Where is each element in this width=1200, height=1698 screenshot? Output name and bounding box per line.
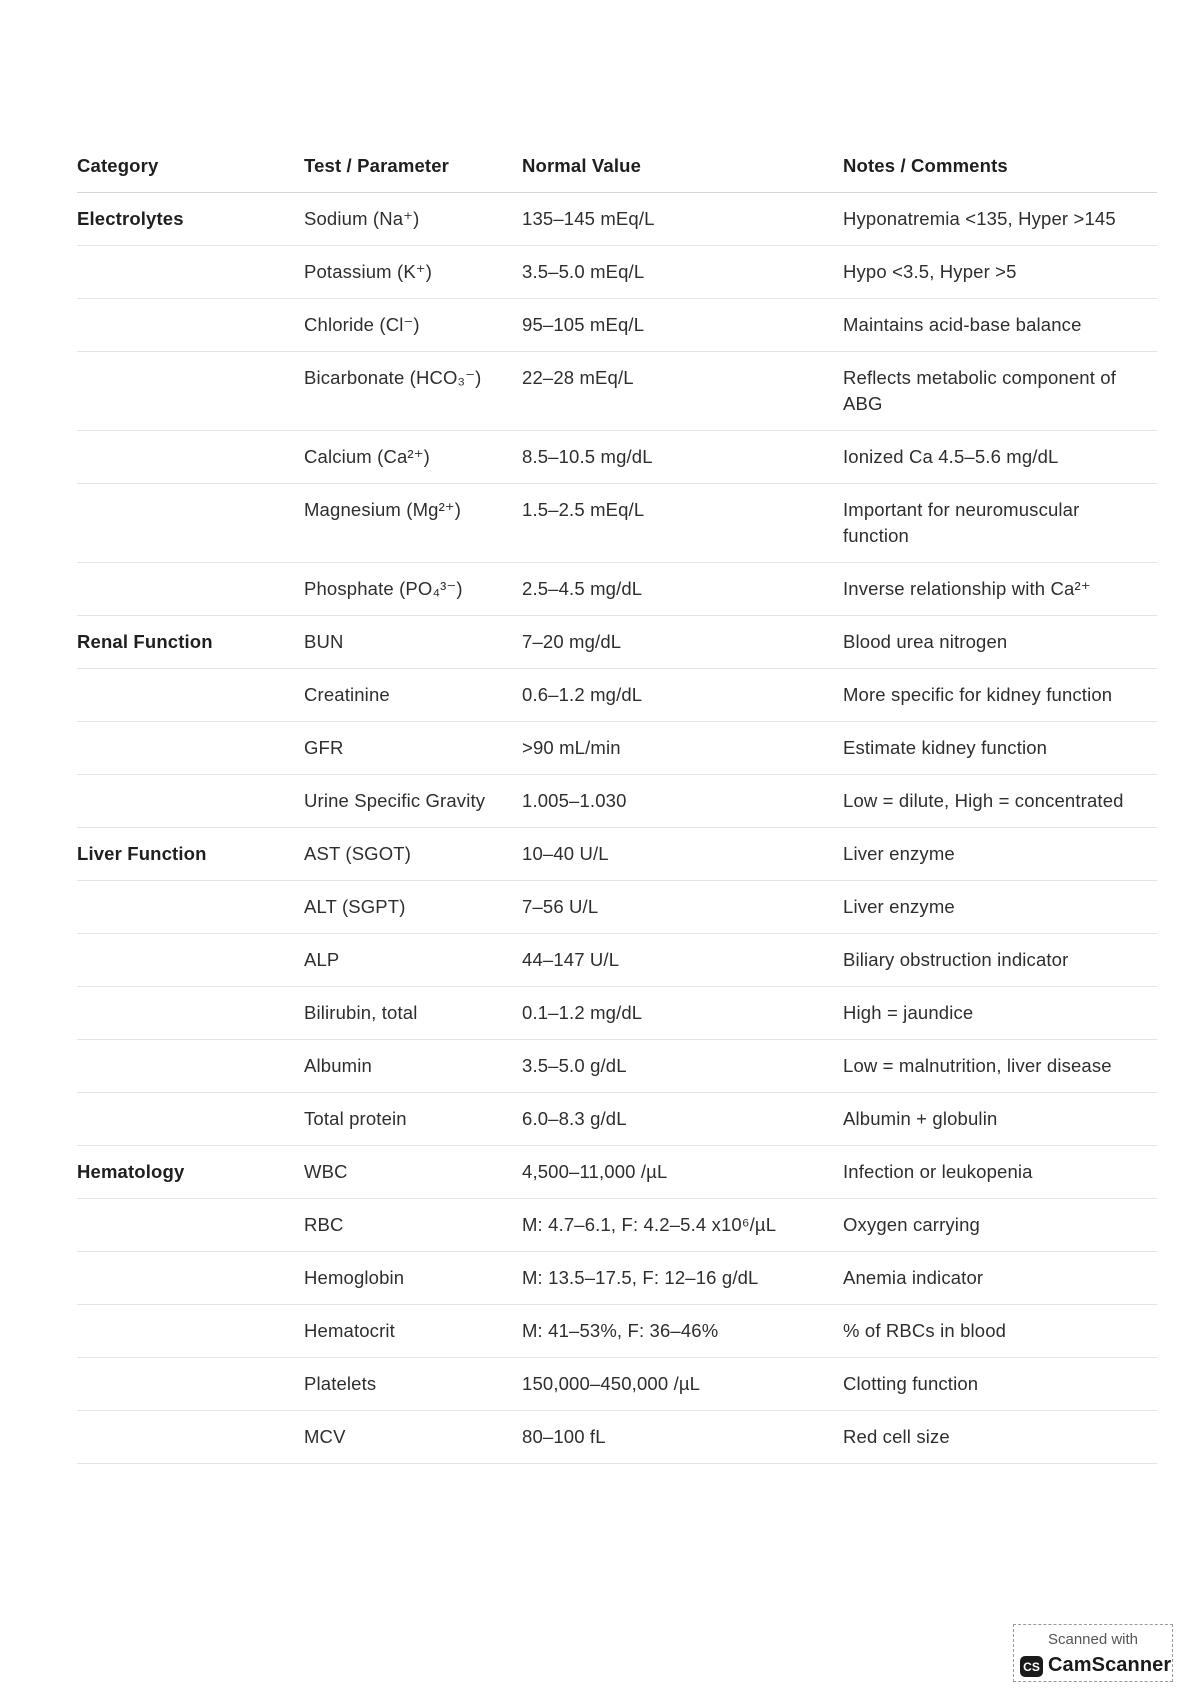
normal-value-cell: 22–28 mEq/L bbox=[522, 352, 843, 431]
notes-cell: Liver enzyme bbox=[843, 828, 1157, 881]
table-row bbox=[77, 1411, 1157, 1464]
table-row bbox=[77, 881, 1157, 934]
header-row bbox=[77, 140, 1157, 193]
notes-cell: Infection or leukopenia bbox=[843, 1146, 1157, 1199]
notes-cell: Albumin + globulin bbox=[843, 1093, 1157, 1146]
lab-values-document bbox=[77, 140, 1157, 1464]
normal-value-cell: 10–40 U/L bbox=[522, 828, 843, 881]
table-row bbox=[77, 616, 1157, 669]
category-cell bbox=[77, 1093, 304, 1146]
notes-cell: Ionized Ca 4.5–5.6 mg/dL bbox=[843, 431, 1157, 484]
category-cell bbox=[77, 987, 304, 1040]
notes-cell: Inverse relationship with Ca²⁺ bbox=[843, 563, 1157, 616]
category-cell bbox=[77, 1358, 304, 1411]
category-cell bbox=[77, 563, 304, 616]
category-cell bbox=[77, 775, 304, 828]
category-cell bbox=[77, 934, 304, 987]
category-cell: Hematology bbox=[77, 1146, 304, 1199]
notes-cell: Blood urea nitrogen bbox=[843, 616, 1157, 669]
normal-value-cell: 150,000–450,000 /µL bbox=[522, 1358, 843, 1411]
test-cell: GFR bbox=[304, 722, 522, 775]
test-cell: Sodium (Na⁺) bbox=[304, 193, 522, 246]
camscanner-logo-icon bbox=[1020, 1656, 1043, 1677]
table-row bbox=[77, 1305, 1157, 1358]
category-cell bbox=[77, 669, 304, 722]
test-cell: WBC bbox=[304, 1146, 522, 1199]
table-row bbox=[77, 1093, 1157, 1146]
normal-value-cell: 6.0–8.3 g/dL bbox=[522, 1093, 843, 1146]
test-cell: Hematocrit bbox=[304, 1305, 522, 1358]
category-cell bbox=[77, 246, 304, 299]
test-cell: Platelets bbox=[304, 1358, 522, 1411]
watermark-caption: Scanned with bbox=[1047, 1631, 1139, 1648]
test-cell: Magnesium (Mg²⁺) bbox=[304, 484, 522, 563]
category-cell bbox=[77, 1411, 304, 1464]
table-row bbox=[77, 1199, 1157, 1252]
notes-cell: % of RBCs in blood bbox=[843, 1305, 1157, 1358]
table-row bbox=[77, 246, 1157, 299]
table-row bbox=[77, 775, 1157, 828]
normal-value-cell: 44–147 U/L bbox=[522, 934, 843, 987]
category-cell: Liver Function bbox=[77, 828, 304, 881]
camscanner-watermark bbox=[1013, 1624, 1173, 1682]
table-row bbox=[77, 722, 1157, 775]
table-row bbox=[77, 828, 1157, 881]
test-cell: Potassium (K⁺) bbox=[304, 246, 522, 299]
normal-value-cell: M: 41–53%, F: 36–46% bbox=[522, 1305, 843, 1358]
category-cell bbox=[77, 352, 304, 431]
category-cell: Electrolytes bbox=[77, 193, 304, 246]
notes-cell: Liver enzyme bbox=[843, 881, 1157, 934]
notes-cell: High = jaundice bbox=[843, 987, 1157, 1040]
table-body bbox=[77, 193, 1157, 1464]
test-cell: BUN bbox=[304, 616, 522, 669]
table-row bbox=[77, 563, 1157, 616]
table-row bbox=[77, 1358, 1157, 1411]
notes-cell: Maintains acid-base balance bbox=[843, 299, 1157, 352]
table-row bbox=[77, 484, 1157, 563]
table-header bbox=[77, 140, 1157, 193]
notes-cell: Low = malnutrition, liver disease bbox=[843, 1040, 1157, 1093]
category-cell bbox=[77, 431, 304, 484]
normal-value-cell: 7–20 mg/dL bbox=[522, 616, 843, 669]
normal-value-cell: 0.1–1.2 mg/dL bbox=[522, 987, 843, 1040]
table-row bbox=[77, 1040, 1157, 1093]
test-cell: Chloride (Cl⁻) bbox=[304, 299, 522, 352]
test-cell: Bilirubin, total bbox=[304, 987, 522, 1040]
test-cell: Total protein bbox=[304, 1093, 522, 1146]
normal-value-cell: >90 mL/min bbox=[522, 722, 843, 775]
lab-values-table bbox=[77, 140, 1157, 1464]
category-cell bbox=[77, 299, 304, 352]
table-row bbox=[77, 1252, 1157, 1305]
notes-cell: Reflects metabolic component of ABG bbox=[843, 352, 1157, 431]
test-cell: MCV bbox=[304, 1411, 522, 1464]
normal-value-cell: 1.5–2.5 mEq/L bbox=[522, 484, 843, 563]
category-cell bbox=[77, 1305, 304, 1358]
test-cell: Creatinine bbox=[304, 669, 522, 722]
test-cell: Calcium (Ca²⁺) bbox=[304, 431, 522, 484]
header-category: Category bbox=[77, 140, 304, 193]
normal-value-cell: 1.005–1.030 bbox=[522, 775, 843, 828]
header-notes: Notes / Comments bbox=[843, 140, 1157, 193]
table-row bbox=[77, 431, 1157, 484]
svg-text:CS: CS bbox=[1023, 1660, 1040, 1674]
table-row bbox=[77, 987, 1157, 1040]
table-row bbox=[77, 669, 1157, 722]
category-cell bbox=[77, 484, 304, 563]
normal-value-cell: 135–145 mEq/L bbox=[522, 193, 843, 246]
notes-cell: Low = dilute, High = concentrated bbox=[843, 775, 1157, 828]
normal-value-cell: 0.6–1.2 mg/dL bbox=[522, 669, 843, 722]
header-test: Test / Parameter bbox=[304, 140, 522, 193]
table-row bbox=[77, 934, 1157, 987]
notes-cell: Biliary obstruction indicator bbox=[843, 934, 1157, 987]
notes-cell: Estimate kidney function bbox=[843, 722, 1157, 775]
normal-value-cell: 2.5–4.5 mg/dL bbox=[522, 563, 843, 616]
test-cell: ALP bbox=[304, 934, 522, 987]
category-cell bbox=[77, 1252, 304, 1305]
header-normal-value: Normal Value bbox=[522, 140, 843, 193]
notes-cell: More specific for kidney function bbox=[843, 669, 1157, 722]
normal-value-cell: 95–105 mEq/L bbox=[522, 299, 843, 352]
test-cell: Phosphate (PO₄³⁻) bbox=[304, 563, 522, 616]
watermark-brand: CamScanner bbox=[1048, 1654, 1172, 1676]
test-cell: RBC bbox=[304, 1199, 522, 1252]
notes-cell: Important for neuromuscular function bbox=[843, 484, 1157, 563]
table-row bbox=[77, 193, 1157, 246]
category-cell bbox=[77, 881, 304, 934]
normal-value-cell: M: 13.5–17.5, F: 12–16 g/dL bbox=[522, 1252, 843, 1305]
test-cell: Hemoglobin bbox=[304, 1252, 522, 1305]
normal-value-cell: 80–100 fL bbox=[522, 1411, 843, 1464]
notes-cell: Oxygen carrying bbox=[843, 1199, 1157, 1252]
normal-value-cell: 7–56 U/L bbox=[522, 881, 843, 934]
test-cell: Albumin bbox=[304, 1040, 522, 1093]
notes-cell: Hyponatremia <135, Hyper >145 bbox=[843, 193, 1157, 246]
category-cell bbox=[77, 1040, 304, 1093]
test-cell: Bicarbonate (HCO₃⁻) bbox=[304, 352, 522, 431]
notes-cell: Anemia indicator bbox=[843, 1252, 1157, 1305]
test-cell: AST (SGOT) bbox=[304, 828, 522, 881]
notes-cell: Clotting function bbox=[843, 1358, 1157, 1411]
table-row bbox=[77, 352, 1157, 431]
normal-value-cell: 8.5–10.5 mg/dL bbox=[522, 431, 843, 484]
category-cell bbox=[77, 1199, 304, 1252]
category-cell: Renal Function bbox=[77, 616, 304, 669]
test-cell: ALT (SGPT) bbox=[304, 881, 522, 934]
notes-cell: Hypo <3.5, Hyper >5 bbox=[843, 246, 1157, 299]
normal-value-cell: 3.5–5.0 g/dL bbox=[522, 1040, 843, 1093]
test-cell: Urine Specific Gravity bbox=[304, 775, 522, 828]
normal-value-cell: M: 4.7–6.1, F: 4.2–5.4 x10⁶/µL bbox=[522, 1199, 843, 1252]
category-cell bbox=[77, 722, 304, 775]
table-row bbox=[77, 1146, 1157, 1199]
normal-value-cell: 3.5–5.0 mEq/L bbox=[522, 246, 843, 299]
normal-value-cell: 4,500–11,000 /µL bbox=[522, 1146, 843, 1199]
table-row bbox=[77, 299, 1157, 352]
notes-cell: Red cell size bbox=[843, 1411, 1157, 1464]
